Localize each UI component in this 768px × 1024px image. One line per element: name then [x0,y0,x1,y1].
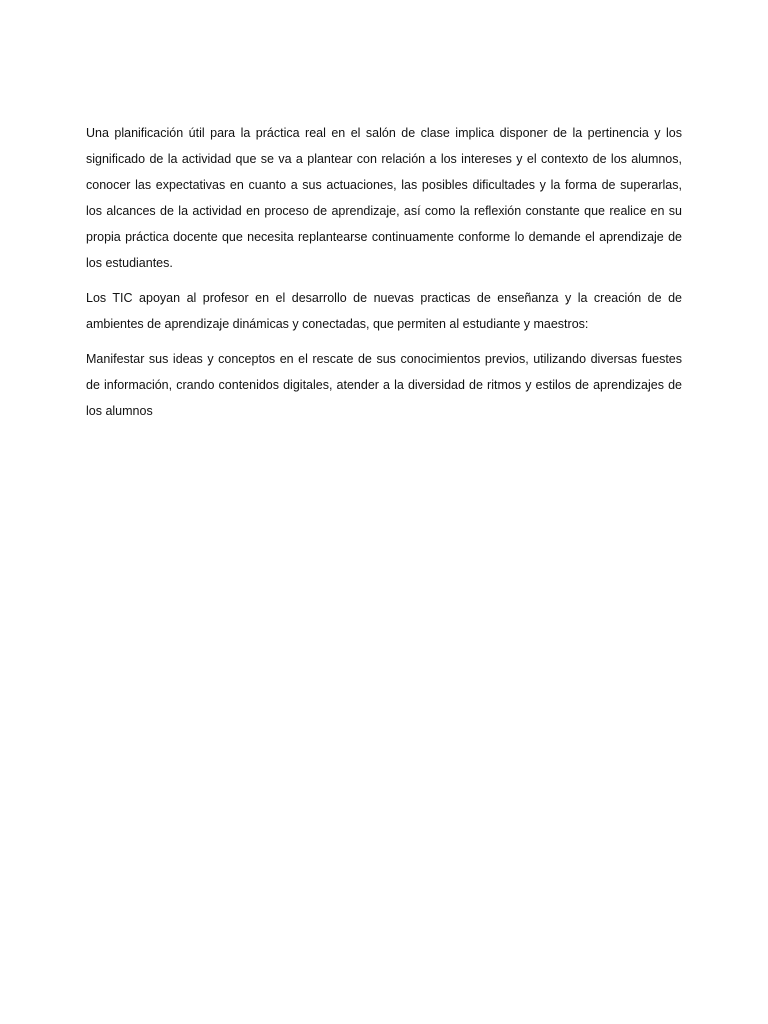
paragraph-manifestar: Manifestar sus ideas y conceptos en el rescate de sus conocimientos previos, utilizando diversas fuestes de información, crando contenidos digitales, atender a la diversidad de ritmos y estilos de aprendizajes de los alumnos [86,352,682,418]
paragraph-planificacion: Una planificación útil para la práctica real en el salón de clase implica disponer de la pertinencia y los significado de la actividad que se va a plantear con relación a los intereses y el contexto de los alumnos, conocer las expectativas en cuanto a sus actuaciones, las posibles dificultades y la forma de superarlas, los alcances de la actividad en proceso de aprendizaje, así como la reflexión constante que realice en su propia práctica docente que necesita replantearse continuamente conforme lo demande el aprendizaje de los estudiantes. [86,126,682,270]
paragraph-tic: Los TIC apoyan al profesor en el desarrollo de nuevas practicas de enseñanza y la creación de de ambientes de aprendizaje dinámicas y conectadas, que permiten al estudiante y maestros: [86,291,682,331]
document-body [86,120,682,433]
